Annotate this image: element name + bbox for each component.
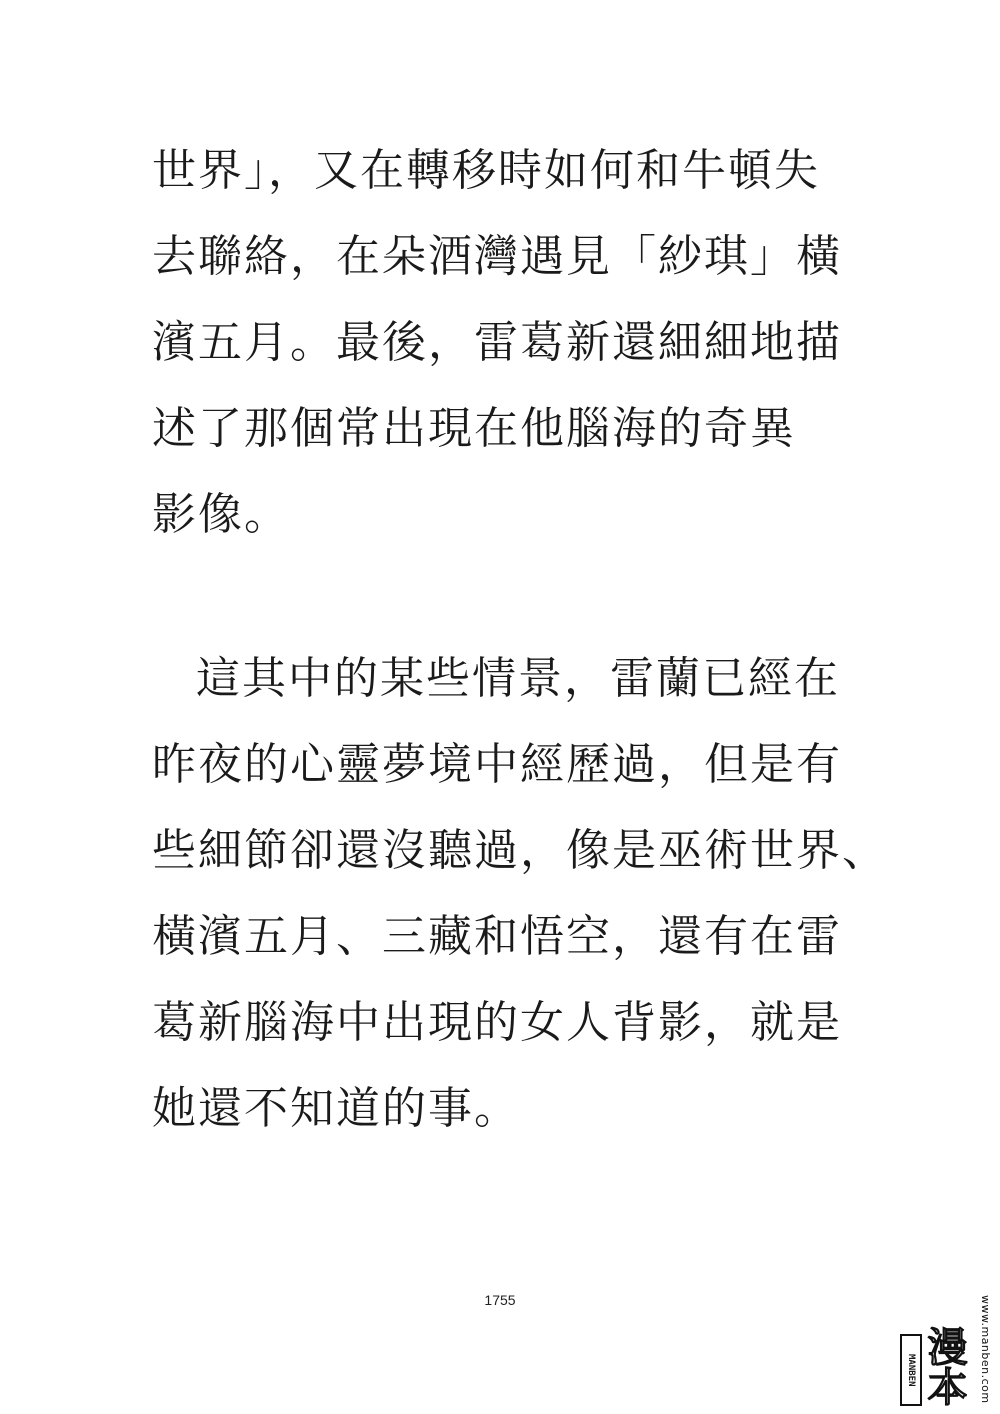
paragraph-2	[152, 648, 888, 1164]
page-number: 1755	[484, 1292, 516, 1308]
watermark-url: www.manben.com	[979, 1295, 992, 1404]
paragraph-1	[152, 140, 872, 570]
text-line: 這其中的某些情景，雷蘭已經在	[196, 653, 840, 704]
text-line: 影像。	[152, 489, 290, 540]
text-line: 去聯絡，在朵酒灣遇見「紗琪」橫	[152, 231, 842, 282]
watermark-box-text: MANBEN	[906, 1353, 916, 1387]
text-line: 橫濱五月、三藏和悟空，還有在雷	[152, 911, 842, 962]
watermark-big-text: 漫本	[921, 1326, 967, 1406]
text-line: 昨夜的心靈夢境中經歷過，但是有	[152, 739, 842, 790]
text-line: 述了那個常出現在他腦海的奇異	[152, 403, 796, 454]
text-line: 她還不知道的事。	[152, 1083, 520, 1134]
text-line: 葛新腦海中出現的女人背影，就是	[152, 997, 842, 1048]
watermark-box	[900, 1334, 922, 1406]
text-line: 世界」，又在轉移時如何和牛頓失	[152, 145, 820, 196]
text-line: 濱五月。最後，雷葛新還細細地描	[152, 317, 842, 368]
text-line: 些細節卻還沒聽過，像是巫術世界、	[152, 825, 888, 876]
watermark-logo	[900, 1246, 992, 1406]
